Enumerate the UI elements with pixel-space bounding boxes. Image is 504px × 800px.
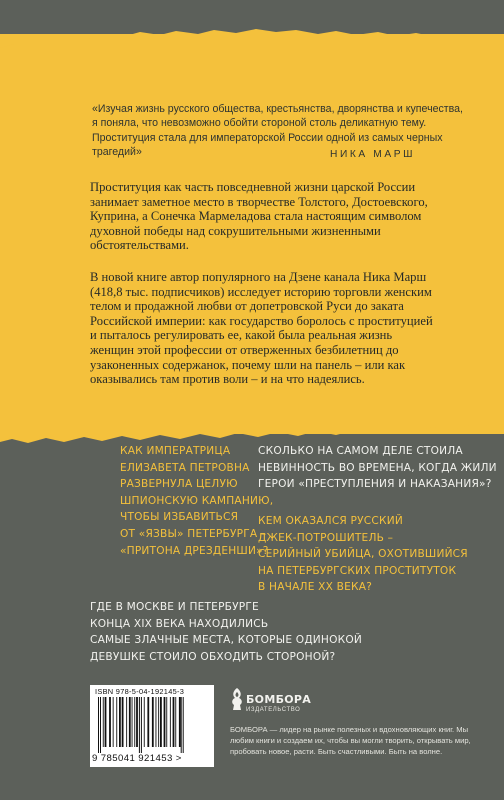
isbn-number: ISBN 978-5-04-192145-3 [95, 687, 185, 696]
publisher-description: БОМБОРА — лидер на рынке полезных и вдохновляющих книг. Мы любим книги и создаем их, чтобы вы могли творить, открывать мир, пробовать новое, расти. Быть счастливыми. Быть на волне. [230, 725, 471, 756]
paragraph-line: женщин этой профессии от отверженных безбилетниц до [90, 342, 399, 357]
barcode-bar [183, 697, 184, 753]
barcode-bar [109, 697, 111, 747]
paragraph-line: духовной победы над сокрушительными жизненными [90, 223, 381, 238]
barcode-bar [134, 697, 135, 747]
barcode-bar [160, 697, 162, 747]
publisher-logo-subtitle: ИЗДАТЕЛЬСТВО [246, 707, 301, 713]
description-paragraph-1 [90, 180, 468, 253]
paragraph-line: занимает заметное место в творчестве Толстого, Достоевского, [90, 194, 428, 209]
barcode-bar [113, 697, 114, 747]
paragraph-line: и пыталось регулировать ее, какой была реальная жизнь [90, 328, 393, 343]
publisher-logo-name: БОМБОРА [246, 693, 312, 706]
teaser-question-1 [120, 443, 273, 559]
description-paragraph-2 [90, 270, 468, 387]
quote-line: я поняла, что невозможно обойти стороной столь деликатную тему. [92, 117, 427, 130]
bombora-icon [230, 687, 244, 711]
quote-author: НИКА МАРШ [330, 149, 416, 160]
barcode-bar [144, 697, 145, 747]
paragraph-line: Российской империи: как государство боролось с проституцией [90, 313, 433, 328]
teaser-line: ДЖЕК-ПОТРОШИТЕЛЬ – [258, 531, 394, 544]
paragraph-line: (418,8 тыс. подписчиков) исследует историю торговли женским [90, 284, 432, 299]
teaser-line: В НАЧАЛЕ XX ВЕКА? [258, 581, 373, 594]
barcode-bar [136, 697, 138, 747]
paragraph-line: обстоятельствами. [90, 238, 189, 253]
teaser-question-2 [258, 443, 497, 493]
barcode-bar [139, 697, 140, 753]
teaser-question-4 [90, 599, 362, 665]
teaser-question-3 [258, 513, 468, 596]
barcode-bar [156, 697, 157, 747]
teaser-line: КОНЦА XIX ВЕКА НАХОДИЛИСЬ [90, 617, 269, 630]
barcode-bar [170, 697, 171, 747]
yellow-panel-rough-top-edge [0, 26, 504, 56]
barcode-bar [158, 697, 159, 747]
barcode-bar [181, 697, 182, 753]
teaser-line: НЕВИННОСТЬ ВО ВРЕМЕНА, КОГДА ЖИЛИ [258, 461, 497, 474]
paragraph-line: оказывались там против воли – и на что надеялись. [90, 372, 365, 387]
teaser-line: СЕРИЙНЫЙ УБИЙЦА, ОХОТИВШИЙСЯ [258, 548, 468, 561]
teaser-line: ЕЛИЗАВЕТА ПЕТРОВНА [120, 461, 250, 474]
teaser-line: КЕМ ОКАЗАЛСЯ РУССКИЙ [258, 515, 403, 527]
barcode-bar [122, 697, 124, 747]
quote-line: «Изучая жизнь русского общества, крестьянства, дворянства и купечества, [92, 103, 463, 115]
barcode-bar [147, 697, 149, 747]
barcode-bar [164, 697, 166, 747]
teaser-line: ШПИОНСКУЮ КАМПАНИЮ, [120, 494, 274, 507]
teaser-line: ЧТОБЫ ИЗБАВИТЬСЯ [120, 511, 239, 524]
paragraph-line: Куприна, а Сонечка Мармеладова стала настоящим символом [90, 209, 422, 224]
teaser-line: ДЕВУШКЕ СТОИЛО ОБХОДИТЬ СТОРОНОЙ? [90, 650, 336, 663]
teaser-line: СКОЛЬКО НА САМОМ ДЕЛЕ СТОИЛА [258, 445, 463, 457]
teaser-line: «ПРИТОНА ДРЕЗДЕНШИ»? [120, 544, 269, 557]
teaser-line: САМЫЕ ЗЛАЧНЫЕ МЕСТА, КОТОРЫЕ ОДИНОКОЙ [90, 634, 363, 647]
barcode-bar [100, 697, 101, 753]
teaser-line: ГЕРОИ «ПРЕСТУПЛЕНИЯ И НАКАЗАНИЯ»? [258, 478, 492, 491]
barcode-bar [152, 697, 154, 747]
paragraph-line: В новой книге автор популярного на Дзене канала Ника Марш [90, 270, 427, 284]
isbn-barcode [90, 685, 214, 767]
barcode-bar [132, 697, 133, 747]
barcode-bar [141, 697, 142, 753]
barcode-bar [179, 697, 181, 747]
barcode-bar [126, 697, 127, 747]
teaser-line: КАК ИМПЕРАТРИЦА [120, 445, 231, 457]
teaser-line: РАЗВЕРНУЛА ЦЕЛУЮ [120, 478, 238, 491]
barcode-bar [166, 697, 167, 747]
barcode-bar [98, 697, 99, 753]
paragraph-line: телом и продажной любви от допетровской Руси до заката [90, 299, 404, 314]
quote-line: Проституция стала для императорской России одной из самых черных [92, 131, 443, 144]
teaser-line: ОТ «ЯЗВЫ» ПЕТЕРБУРГА – [120, 527, 267, 540]
barcode-bars [96, 697, 208, 753]
paragraph-line: узаконенных содержанок, почему шли на панель – или как [90, 357, 406, 372]
paragraph-line: Проституция как часть повседневной жизни царской России [90, 180, 416, 194]
barcode-bar [116, 697, 117, 747]
barcode-digits: 9 785041 921453 > [92, 753, 182, 764]
barcode-bar [103, 697, 104, 747]
barcode-bar [119, 697, 121, 747]
teaser-line: ГДЕ В МОСКВЕ И ПЕТЕРБУРГЕ [90, 601, 259, 613]
barcode-bar [175, 697, 176, 747]
barcode-bar [105, 697, 107, 747]
barcode-bar [129, 697, 131, 747]
barcode-bar [173, 697, 175, 747]
quote-line: трагедий» [92, 146, 142, 159]
teaser-line: НА ПЕТЕРБУРГСКИХ ПРОСТИТУТОК [258, 564, 457, 577]
